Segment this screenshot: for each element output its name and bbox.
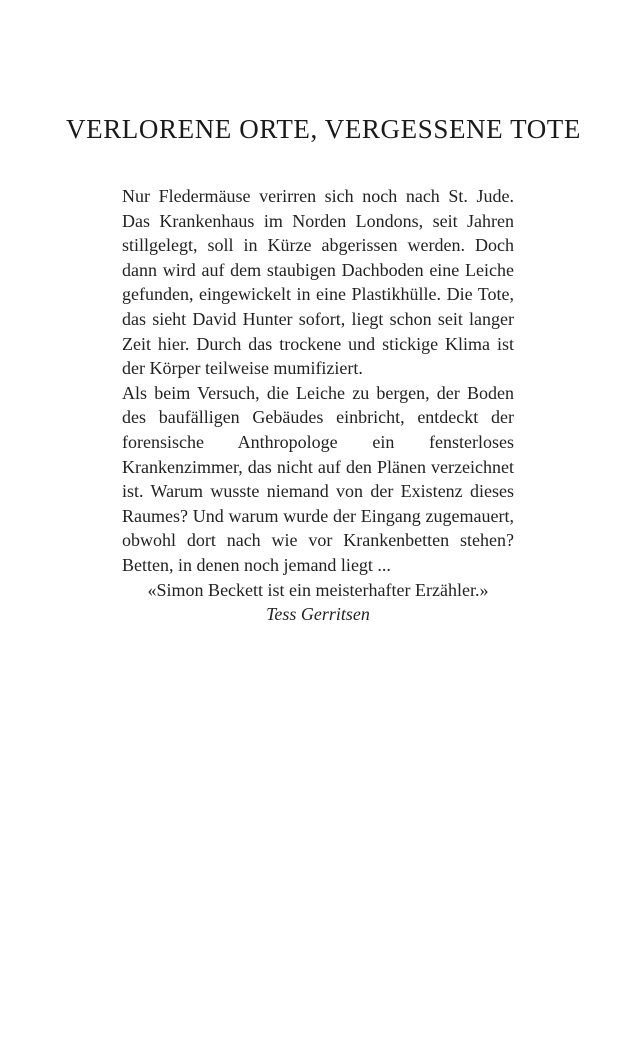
quote-author: Tess Gerritsen xyxy=(266,604,370,624)
quote-text: «Simon Beckett ist ein meisterhafter Erzähler.» xyxy=(147,580,489,600)
blurb-paragraph-1: Nur Fledermäuse verirren sich noch nach St. Jude. Das Krankenhaus im Norden Londons, seit Jahren stillgelegt, soll in Kürze abgerissen werden. Doch dann wird auf dem staubigen Dachboden eine Leiche gefunden, eingewickelt in eine Plastikhülle. Die Tote, das sieht David Hunter sofort, liegt schon seit langer Zeit hier. Durch das trockene und stickige Klima ist der Körper teilweise mumifiziert. xyxy=(122,186,514,379)
review-quote xyxy=(122,578,514,626)
page-title: VERLORENE ORTE, VERGESSENE TOTE xyxy=(66,114,581,144)
blurb-paragraph-2: Als beim Versuch, die Leiche zu bergen, der Boden des baufälligen Gebäudes einbricht, entdeckt der forensische Anthropologe ein fensterloses Krankenzimmer, das nicht auf den Plänen verzeichnet ist. Warum wusste niemand von der Existenz dieses Raumes? Und warum wurde der Eingang zugemauert, obwohl dort nach wie vor Krankenbetten stehen? Betten, in denen noch jemand liegt ... xyxy=(122,382,514,575)
blurb-text xyxy=(122,184,514,578)
